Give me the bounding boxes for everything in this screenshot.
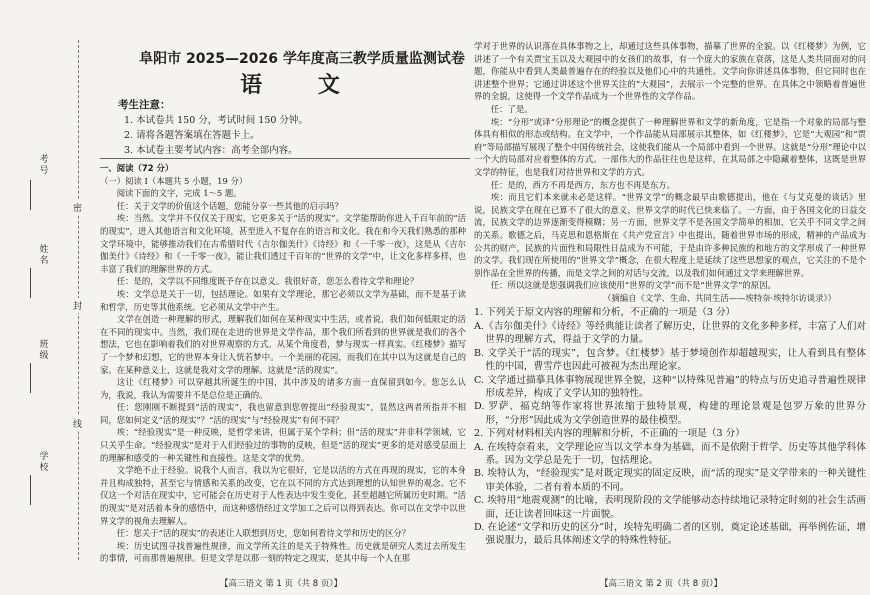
reading-text-2 (474, 40, 866, 548)
page-footer-2: 【高三语文 第 2 页（共 8 页）】 (600, 579, 723, 589)
paragraph: 任：所以这就是您强调我们应该使用“世界的文学”而不是“世界文学”的原因。 (490, 280, 776, 291)
paragraph: 埃：而且它们本来就未必是这样。“世界文学”的概念最早由歌德提出，他在《与艾克曼的谈话》里说，民族文学在现在已算不了很大的意义，世界文学的时代已快来临了。一方面，由于各国文化的日益交流，民族文学的边界逐渐变得模糊；另一方面，世界文学不是各国文学简单的相加，它关乎不同文学之间的关系。歌德之后，马克思和恩格斯在《共产党宣言》中也提出，随着世界市场的形成，精神的产品成为公共的财产，民族的片面性和局限性日益成为不可能，于是由许多种民族的和地方的文学形成了一种世界的文学。我们现在所使用的“世界文学”概念，在很大程度上是延续了这些思想家的观点，它关注的不是个别作品在全世界的传播，而是文学之间的对话与交流，以及我们如何通过文学来理解世界。 (474, 192, 866, 278)
option-b: B. 文学关于“活的现实”，包含梦。《红楼梦》基于梦境创作却超越现实，让人看到具有整体性的中国，曹雪芹也因此可被视为杰出理论家。 (474, 347, 866, 373)
paragraph: 埃：历史试图寻找普遍性规律，而文学所关注的是关于特殊性。历史就是研究人类过去所发生的事情，可而那普遍规律。但是文学是以那一刻的特定之现实，是其中每一个人在那 (100, 540, 466, 564)
subsection-heading: （一）阅读 I（本题共 5 小题，19 分） (100, 175, 248, 186)
seal-mark-2: 封 (73, 298, 82, 313)
option-b: B. 埃特认为，“经验现实”是对既定现实的固定反映，而“活的现实”是文学带来的一种关键性审美体验，二者有着本质的不同。 (474, 468, 866, 493)
source-citation: （摘编自《文学、生命、共同生活——埃特奈·埃特尔访谈录》） (603, 292, 836, 303)
question-stem: 1. 下列关于原文内容的理解和分析，不正确的一项是（3 分） (474, 307, 736, 319)
class-line (30, 363, 31, 393)
exam-title: 阜阳市 2025—2026 学年度高三教学质量监测试卷 (139, 51, 465, 67)
paragraph: 文学绝不止于经验。说我个人而言，我以为它很好，它是以活的方式在再现的现实，它的本身并且构成独特，甚至它与情感和关系的改变，它在以不同的方式达到理想的认知世界的观念。它不仅这一个对活在现实中，它可能会在历史对于人性表达中发生变化，甚至超越它所属历史时期。“活的现实”是对活着本身的感悟中，而这种感悟经过文学加工之后可以得到表达。你可以在文学中以世界文学的视角去理解人。 (100, 465, 466, 526)
option-d: D. 在论述“文学和历史的区分”时，埃特先明确二者的区别，奠定论述基础，再举例佐证，增强说服力，最后具体阐述文学的特殊性特征。 (474, 521, 866, 547)
paragraph: 这让《红楼梦》可以穿越其所诞生的中国，其中涉及的诸多方面一直保留到如今。您怎么认为，我说，我认为需要并不是总位是正确的。 (100, 377, 466, 400)
option-c: C. 埃特用“地震观测”的比喻，表明现阶段的文学能够动态持续地记录特定时刻的社会生活画面，还让读者回味这一片面貌。 (474, 495, 866, 520)
paragraph: 任：是的，文学以不同维度既予存在以意义。我很好奇，您怎么看待文学和理论？ (116, 276, 419, 287)
option-a: A.《吉尔伽美什》《诗经》等经典能让读者了解历史，让世界的文化多种多样，丰富了人们对世界的理解方式，得益于文学的力量。 (474, 320, 866, 346)
notice-item: 2. 请将各题答案填在答题卡上。 (124, 130, 260, 141)
option-a: A. 在埃特奈看来，文学理论应当以文学本身为基础，而不是依附于哲学、历史等其他学科体系。因为文学总是先于一切，包括理论。 (474, 441, 866, 466)
paragraph: 学对于世界的认识落在具体事物之上，却通过这些具体事物，描摹了世界的全貌。以《红楼梦》为例，它讲述了一个有关贾宝玉以及大观园中的女孩们的故事，有一个庞大的家族在衰落，这是人类共同面对的问题，你能从中看到人类最普遍存在的经验以及他们心中的共通性。文学向你讲述具体事物，但它同时也在讲述整个世界；它通过讲述这个世界关注的“大观园”，去展示一个完整的世界。在具体之中领略着普遍世界的全貌，这使得一个文学作品成为一个世界性的文学作品。 (474, 41, 866, 102)
name-line (30, 268, 31, 298)
seal-mark-1: 密 (73, 200, 82, 215)
option-d: D. 罗萨、福克纳等作家将世界浓缩于独特景观，构建的理论景观是包罗万象的世界分形，“分形”因此成为文学创造世界的最佳模型。 (474, 401, 866, 426)
paragraph: 埃：文学总是关于一切，包括理论。如果有文学理论，那它必须以文学为基础，而不是基于读和哲学，历史等其他系统。它必须从文学中产生。 (100, 288, 466, 312)
seal-mark-3: 线 (73, 416, 82, 431)
binding-margin (0, 0, 100, 595)
intro-line: 阅读下面的文字，完成 1～5 题。 (116, 188, 242, 199)
notice-item: 1. 本试卷共 150 分，考试时间 150 分钟。 (124, 115, 308, 126)
paragraph: 文学在创造一种理解的形式，理解我们如何在某种现实中生活，或者说，我们如何低限定的活在不同的现实中。当然，我们现在走进的世界是文学作品，那个我们所看到的世界就是我们的各个想法，它也在影响着我们的对世界观察的方式。从某个角度看，梦与现实一样真实。《红楼梦》描写了一个梦和幻想，它的世界本身让人恍若梦中。一个美丽的花园，而我们在其中以为这就是自己的家。在某种意义上，这就是我对文学的理解。这就是“活的现实”。 (100, 314, 466, 375)
divider (100, 158, 470, 159)
page-footer-1: 【高三语文 第 1 页（共 8 页）】 (220, 579, 343, 589)
question-stem: 2. 下列对材料相关内容的理解和分析，不正确的一项是（3 分） (474, 428, 745, 440)
paragraph: 任：关于文学的价值这个话题，您能分享一些其他的启示吗？ (116, 200, 343, 211)
exam-number-line (30, 180, 31, 210)
section-heading: 一、阅读（72 分） (100, 163, 174, 173)
notice-box (118, 98, 468, 158)
paragraph: 任：您刚刚不断提到“活的现实”，我也留意到您曾提出“经验现实”，显然这两者所指并不相同，您如何定义“活的现实”？“活的现实”与“经验现实”有何不同？ (100, 402, 466, 425)
paragraph: 任：了是。 (490, 103, 533, 114)
notice-item: 3. 本试卷主要考试内容：高考全部内容。 (124, 145, 298, 156)
page-2 (470, 0, 870, 595)
subject-title: 语 文 (240, 73, 364, 98)
paragraph: 埃：“经验现实”是一种反映，是哲学来讲，但属于某个学科；但“活的现实”并非科学领域，它只关乎生命。“经验现实”是对于人们经验过的事物的反映，但是“活的现实”更多的是对感受层面上的理解和感受的一种关键性和直接性。这是文学的优势。 (100, 427, 466, 463)
reading-text-1 (100, 162, 466, 565)
notice-title: 考生注意： (118, 99, 171, 111)
school-label: 学校 (39, 452, 49, 473)
option-c: C. 文学通过描摹具体事物展现世界全貌，这种“以特殊见普遍”的特点与历史追寻普遍性规律形成差异，构成了文学认知的独特性。 (474, 374, 866, 399)
question-2 (474, 427, 866, 548)
name-label: 姓名 (39, 245, 49, 266)
question-1 (474, 306, 866, 427)
class-label: 班级 (39, 340, 49, 361)
exam-number-label: 考号 (39, 155, 49, 176)
paragraph: 任：您关于“活的现实”的表述让人联想到历史，您如何看待文学和历史的区分？ (116, 528, 411, 539)
paragraph: 任：是的，西方不再是西方，东方也不再是东方。 (490, 179, 676, 190)
school-line (30, 475, 31, 505)
paragraph: 埃：“分形”或译“分形理论”的概念提供了一种理解世界和文学的新角度，它是指一个对象的局部与整体具有相似的形态或结构。在文学中，一个作品能从局部展示其整体，如《红楼梦》，它是“大观园”和“贾府”等局部描写展现了整个中国传统社会，这使我们能从一个局部中看到一个世界。这就是“分形”理论中以一个大的局部对应着整体的方式。一部伟大的作品往往也是这样，在其局部之中隐藏着整体，这既是世界文学的特征，也是我们对待世界和文学的方式。 (474, 116, 866, 177)
paragraph: 埃：当然。文学并不仅仅关于现实，它更多关于“活的现实”。文学能帮助你进入千百年前的“活的现实”，进入其他语言和文化环境，甚至进入不复存在的语言和文化。我在和今天我们熟悉的那种文学环境中，能够推动我们在古希腊时代《吉尔伽美什》《诗经》和《一千零一夜》，这是从《吉尔伽美什》《诗经》和《一千零一夜》，能让我们透过千百年的“世界的文学”中，让文化多样多样，也丰富了我们的理解世界的方式。 (100, 213, 466, 274)
page-1 (100, 0, 470, 595)
